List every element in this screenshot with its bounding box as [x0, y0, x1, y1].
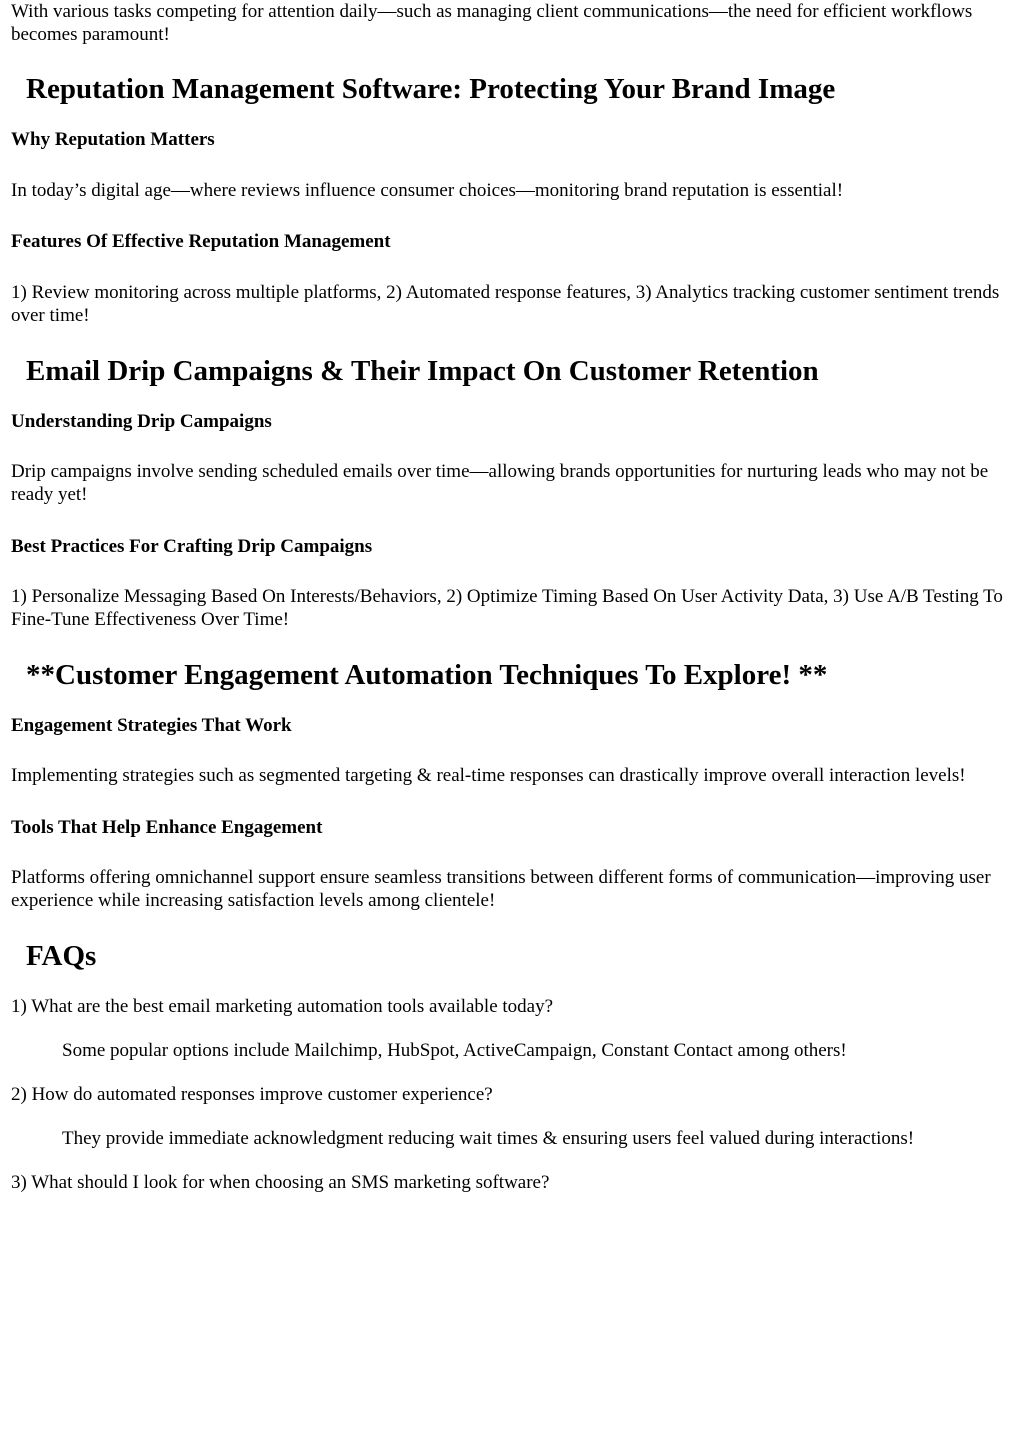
engagement-strategies-paragraph: Implementing strategies such as segmented targeting & real-time responses can drastically improve overall interaction levels!: [11, 765, 966, 786]
faq-question-3: 3) What should I look for when choosing an SMS marketing software?: [11, 1172, 550, 1193]
engagement-tools-paragraph: Platforms offering omnichannel support ensure seamless transitions between different forms of communication—improving user experience while increasing satisfaction levels among clientele!: [11, 867, 991, 911]
understanding-drip-paragraph: Drip campaigns involve sending scheduled emails over time—allowing brands opportunities for nurturing leads who may not be ready yet!: [11, 461, 989, 505]
faqs-heading: FAQs: [26, 940, 97, 972]
intro-paragraph: With various tasks competing for attention daily—such as managing client communications—the need for efficient workflows becomes paramount!: [11, 1, 973, 45]
engagement-heading: **Customer Engagement Automation Techniques To Explore! **: [26, 659, 828, 691]
engagement-strategies-heading: Engagement Strategies That Work: [11, 715, 292, 736]
faq-question-2: 2) How do automated responses improve customer experience?: [11, 1084, 493, 1105]
why-reputation-heading: Why Reputation Matters: [11, 129, 215, 150]
faq-answer-1: Some popular options include Mailchimp, HubSpot, ActiveCampaign, Constant Contact among others!: [62, 1040, 847, 1061]
best-practices-paragraph: 1) Personalize Messaging Based On Interests/Behaviors, 2) Optimize Timing Based On User Activity Data, 3) Use A/B Testing To Fine-Tune Effectiveness Over Time!: [11, 586, 1003, 630]
why-reputation-paragraph: In today’s digital age—where reviews influence consumer choices—monitoring brand reputation is essential!: [11, 180, 844, 201]
drip-heading: Email Drip Campaigns & Their Impact On Customer Retention: [26, 355, 819, 387]
understanding-drip-heading: Understanding Drip Campaigns: [11, 411, 272, 432]
best-practices-heading: Best Practices For Crafting Drip Campaigns: [11, 536, 373, 557]
reputation-heading: Reputation Management Software: Protecting Your Brand Image: [26, 73, 836, 105]
engagement-tools-heading: Tools That Help Enhance Engagement: [11, 817, 323, 838]
faq-answer-2: They provide immediate acknowledgment reducing wait times & ensuring users feel valued during interactions!: [62, 1128, 915, 1149]
features-paragraph: 1) Review monitoring across multiple platforms, 2) Automated response features, 3) Analytics tracking customer sentiment trends over time!: [11, 282, 1000, 326]
faq-question-1: 1) What are the best email marketing automation tools available today?: [11, 996, 554, 1017]
features-heading: Features Of Effective Reputation Management: [11, 231, 391, 252]
